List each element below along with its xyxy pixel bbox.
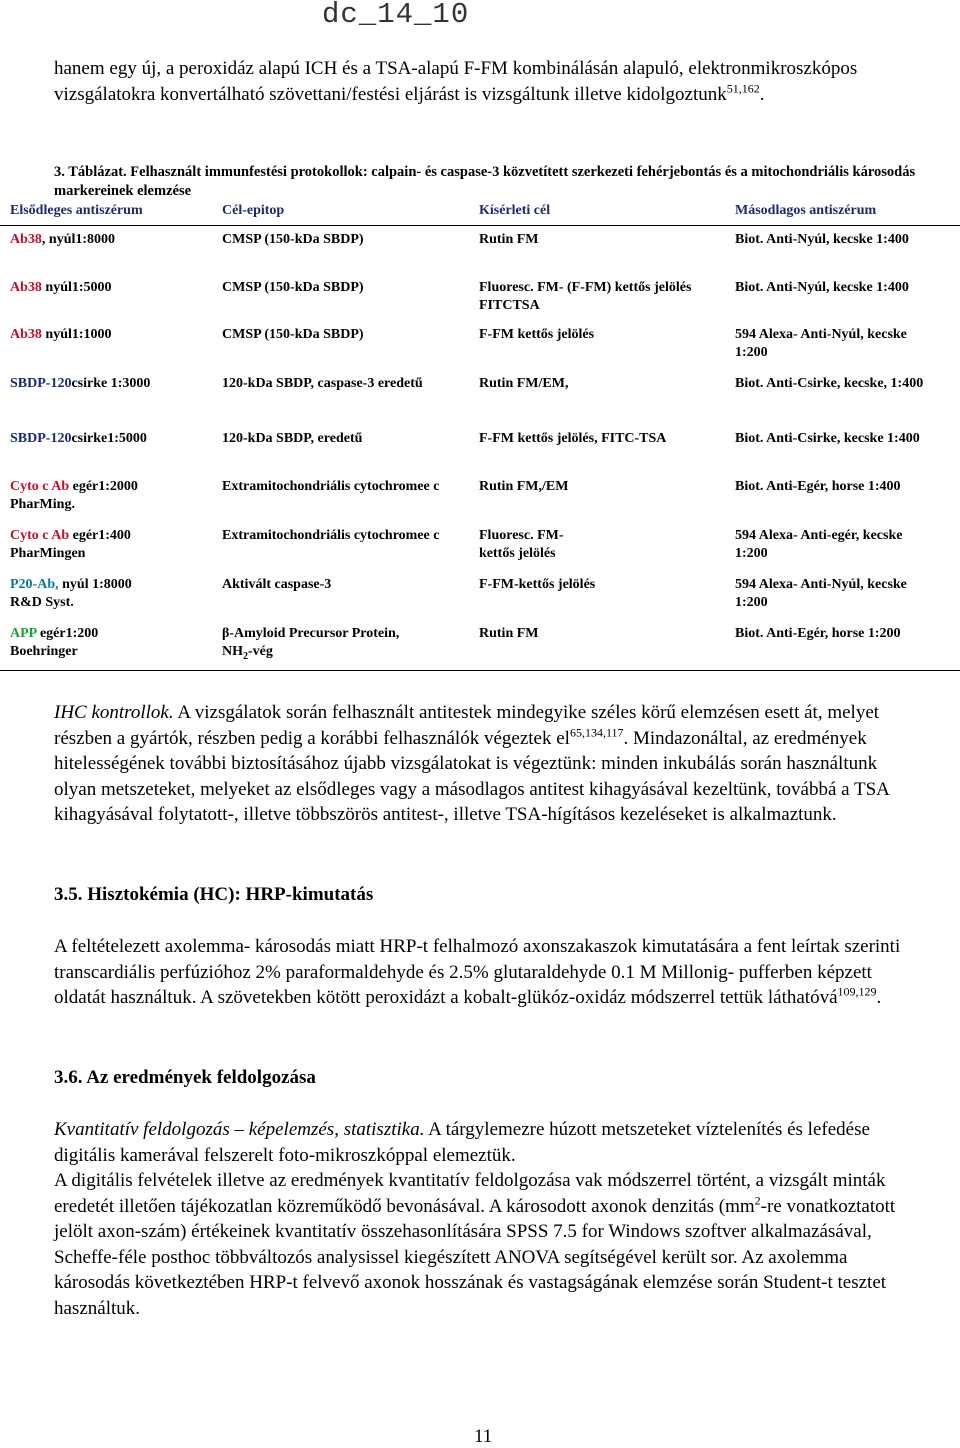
- sec36-text-2b: -re vonatkoztatott jelölt axon-szám) értékeinek kvantitatív összehasonlítására SPSS 7.5 for Windows szoftver alkalmazásával, Scheffe-féle posthoc többváltozós analysissel kiegészített ANOVA segítségével került sor. Az axolemma károsodás következtében HRP-t felvevő axonok hosszának és vastagságának elemzése során Student-t tesztet használtuk.: [54, 1195, 896, 1319]
- target-epitope-cell: Extramitochondriális cytochromee c: [222, 479, 440, 494]
- target-epitope-cell: 120-kDa SBDP, eredetű: [222, 431, 363, 446]
- header-experimental-goal: Kísérleti cél: [479, 203, 551, 218]
- sec36-text-2a: A digitális felvételek illetve az eredmények kvantitatív feldolgozása vak módszerrel történt, a vizsgált minták eredetét illetően tájékozatlan közreműködő bevonásával. A károsodott axonok denzitás (mm: [54, 1170, 886, 1217]
- primary-antiserum-cell: Ab38 nyúl1:5000: [10, 280, 112, 295]
- primary-antiserum-cell: Cyto c Ab egér1:2000 PharMing.: [10, 479, 138, 512]
- section-3-6-paragraph-2: [54, 1168, 914, 1321]
- intro-text: hanem egy új, a peroxidáz alapú ICH és a TSA-alapú F-FM kombinálásán alapuló, elektronmikroszkópos vizsgálatokra konvertálható szövettani/festési eljárást is vizsgáltunk illetve kidolgoztunk: [54, 58, 858, 105]
- ihc-lead: IHC kontrollok.: [54, 702, 174, 723]
- header-secondary-antiserum: Másodlagos antiszérum: [735, 203, 877, 218]
- primary-antiserum-cell: APP egér1:200 Boehringer: [10, 626, 99, 659]
- experimental-goal-cell: F-FM kettős jelölés: [479, 327, 595, 342]
- intro-refs: 51,162: [726, 81, 760, 96]
- experimental-goal-cell: F-FM kettős jelölés, FITC-TSA: [479, 431, 667, 446]
- section-3-5-paragraph: [54, 934, 914, 1011]
- target-epitope-cell: CMSP (150-kDa SBDP): [222, 327, 364, 342]
- secondary-antiserum-cell: Biot. Anti-Egér, horse 1:400: [735, 479, 901, 494]
- table-caption-text: Felhasznált immunfestési protokollok: calpain- és caspase-3 közvetített szerkezeti fehérjebontás és a mitochondriális károsodás markereinek elemzése: [54, 164, 916, 199]
- sec35-text: A feltételezett axolemma- károsodás miatt HRP-t felhalmozó axonszakaszok kimutatására a fent leírtak szerinti transcardiális perfúzióhoz 2% paraformaldehyde és 2.5% glutaraldehyde 0.1 M Millonig- pufferben képzett oldatát használtuk. A szövetekben kötött peroxidázt a kobalt-glükóz-oxidáz módszerrel tettük láthatóvá: [54, 936, 901, 1008]
- experimental-goal-cell: Fluoresc. FM- kettős jelölés: [479, 528, 564, 561]
- primary-antiserum-cell: SBDP-120csirke1:5000: [10, 431, 147, 446]
- experimental-goal-cell: Rutin FM: [479, 232, 539, 247]
- primary-antiserum-cell: Cyto c Ab egér1:400 PharMingen: [10, 528, 131, 561]
- header-target-epitope: Cél-epitop: [222, 203, 285, 218]
- ihc-paragraph: [54, 700, 914, 828]
- target-epitope-cell: β-Amyloid Precursor Protein, $NH_2$-vég: [222, 626, 400, 662]
- table-caption-label: 3. Táblázat.: [54, 164, 127, 180]
- primary-antiserum-cell: P20-Ab, nyúl 1:8000 R&D Syst.: [10, 577, 132, 610]
- secondary-antiserum-cell: 594 Alexa- Anti-Nyúl, kecske 1:200: [735, 577, 907, 610]
- sec35-refs: 109,129: [837, 984, 877, 999]
- table-bottom-rule: [0, 670, 960, 671]
- sec35-end: .: [876, 987, 882, 1008]
- ihc-text-1: A vizsgálatok során felhasznált antitestek mindegyike széles körű elemzésen esett át, melyet részben a gyártók, részben pedig a korábbi felhasználók végeztek el: [54, 702, 880, 749]
- primary-antiserum-cell: Ab38, nyúl1:8000: [10, 232, 116, 247]
- table-header-row: [0, 200, 960, 226]
- target-epitope-cell: Aktivált caspase-3: [222, 577, 332, 592]
- table-caption: [54, 163, 924, 201]
- section-3-6-paragraph-1: [54, 1117, 914, 1168]
- secondary-antiserum-cell: Biot. Anti-Nyúl, kecske 1:400: [735, 280, 909, 295]
- target-epitope-cell: 120-kDa SBDP, caspase-3 eredetű: [222, 376, 423, 391]
- intro-end: .: [759, 83, 765, 105]
- secondary-antiserum-cell: Biot. Anti-Nyúl, kecske 1:400: [735, 232, 909, 247]
- section-3-5-title: 3.5. Hisztokémia (HC): HRP-kimutatás: [54, 884, 374, 905]
- target-epitope-cell: CMSP (150-kDa SBDP): [222, 232, 364, 247]
- sec36-text-1: A tárgylemezre húzott metszeteket víztelenítés és lefedése digitális kamerával felszerelt foto-mikroszkóppal elemeztük.: [54, 1119, 870, 1166]
- secondary-antiserum-cell: 594 Alexa- Anti-Nyúl, kecske 1:200: [735, 327, 907, 360]
- secondary-antiserum-cell: 594 Alexa- Anti-egér, kecske 1:200: [735, 528, 903, 561]
- experimental-goal-cell: F-FM-kettős jelölés: [479, 577, 596, 592]
- experimental-goal-cell: Rutin FM: [479, 626, 539, 641]
- protocol-table: [0, 200, 960, 662]
- ihc-text-2: . Mindazonáltal, az eredmények hitelességének további biztosításához újabb vizsgálatokat is végeztünk: minden inkubálás során használtunk olyan metszeteket, melyeket az elsődleges vagy a másodlagos antitest kihagyásával kezeltünk, továbbá a TSA kihagyásával folytatott-, illetve többszörös antitest-, illetve TSA-hígításos kezeléseket is alkalmaztunk.: [54, 727, 889, 825]
- secondary-antiserum-cell: Biot. Anti-Csirke, kecske 1:400: [735, 431, 920, 446]
- experimental-goal-cell: Rutin FM,/EM: [479, 479, 569, 494]
- header-primary-antiserum: Elsődleges antiszérum: [10, 203, 143, 218]
- sec36-sup: 2: [754, 1193, 761, 1208]
- experimental-goal-cell: Rutin FM/EM,: [479, 376, 569, 391]
- sec36-lead: Kvantitatív feldolgozás – képelemzés, statisztika.: [54, 1119, 425, 1140]
- primary-antiserum-cell: SBDP-120csirke 1:3000: [10, 376, 151, 391]
- section-3-6-title: 3.6. Az eredmények feldolgozása: [54, 1067, 316, 1088]
- target-epitope-cell: CMSP (150-kDa SBDP): [222, 280, 364, 295]
- secondary-antiserum-cell: Biot. Anti-Egér, horse 1:200: [735, 626, 901, 641]
- page-number: 11: [474, 1426, 493, 1447]
- experimental-goal-cell: Fluoresc. FM- (F-FM) kettős jelölés FITCTSA: [479, 280, 692, 313]
- target-epitope-cell: Extramitochondriális cytochromee c: [222, 528, 440, 543]
- primary-antiserum-cell: Ab38 nyúl1:1000: [10, 327, 112, 342]
- document-id: dc_14_10: [322, 0, 470, 31]
- secondary-antiserum-cell: Biot. Anti-Csirke, kecske, 1:400: [735, 376, 924, 391]
- ihc-refs: 65,134,117: [569, 725, 624, 740]
- intro-paragraph: [54, 56, 914, 107]
